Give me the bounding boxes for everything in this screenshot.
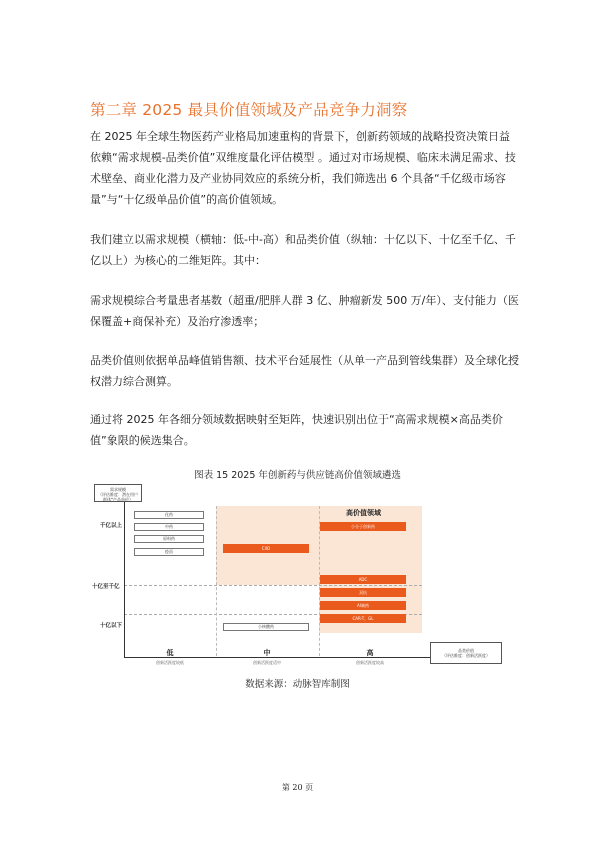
matrix-item: 小核酸药 <box>223 623 309 631</box>
paragraph: 在 2025 年全球生物医药产业格局加速重构的背景下，创新药领域的战略投资决策日益依赖“需求规模-品类价值”双维度量化评估模型 。通过对市场规模、临床未满足需求、技术壁垒、商业化潜力及产业协同效应的系统分析，我们筛选出 6 个具备“千亿级市场容量”与“十亿级单品价值”的高价值领域。 <box>90 130 516 206</box>
matrix-item: 小分子创新药 <box>320 522 406 531</box>
y-tick-label: 十亿至千亿 <box>92 584 120 590</box>
matrix-item: CXO <box>223 544 309 553</box>
figure-caption: 图表 15 2025 年创新药与供应链高价值领域遴选 <box>194 470 401 481</box>
paragraph: 我们建立以需求规模（横轴：低-中-高）和品类价值（纵轴：十亿以下、十亿至千亿、千亿以上）为核心的二维矩阵。其中： <box>90 233 516 267</box>
x-tick-label: 高 <box>366 649 374 657</box>
x-tick-sublabel: 创新活跃度适中 <box>253 660 281 665</box>
grid-line <box>124 585 422 586</box>
matrix-item: AI制药 <box>320 601 406 610</box>
value-matrix-chart <box>90 484 510 670</box>
paragraph: 需求规模综合考量患者基数（超重/肥胖人群 3 亿、肿瘤新发 500 万/年）、支付能力（医保覆盖+商保补充）及治疗渗透率； <box>90 294 519 328</box>
matrix-item: 疫苗 <box>134 548 204 556</box>
chapter-title: 第二章 2025 最具价值领域及产品竞争力洞察 <box>90 101 408 119</box>
x-tick-sublabel: 创新活跃度较高 <box>356 660 384 665</box>
highlight-label: 高价值领域 <box>346 509 381 517</box>
y-axis-line <box>124 498 125 658</box>
matrix-item: CAR-T、GL <box>320 614 406 623</box>
y-tick-label: 千亿以上 <box>100 523 123 529</box>
paragraph: 通过将 2025 年各细分领域数据映射至矩阵，快速识别出位于“高需求规模×高品类价值”象限的候选集合。 <box>90 413 503 447</box>
matrix-item: 双抗 <box>320 588 406 597</box>
matrix-item: 中药 <box>134 523 204 531</box>
x-axis-label: 品类价值 （评估维度：创新活跃度） <box>430 642 502 664</box>
x-tick-label: 中 <box>263 649 271 657</box>
x-tick-label: 低 <box>166 649 174 657</box>
matrix-item: ADC <box>320 575 406 584</box>
grid-line <box>216 506 217 656</box>
matrix-item: 化药 <box>134 511 204 519</box>
figure-source: 数据来源：动脉智库制图 <box>245 679 350 690</box>
paragraph: 品类价值则依据单品峰值销售额、技术平台延展性（从单一产品到管线集群）及全球化授权潜力综合测算。 <box>90 354 519 388</box>
matrix-item: 原料药 <box>134 535 204 543</box>
page-number: 第 20 页 <box>281 783 314 792</box>
y-axis-label: 需求规模 （评估维度：潜在用户群体*产品单价） <box>94 484 142 502</box>
y-tick-label: 十亿以下 <box>100 623 123 629</box>
x-tick-sublabel: 创新活跃度较低 <box>156 660 184 665</box>
